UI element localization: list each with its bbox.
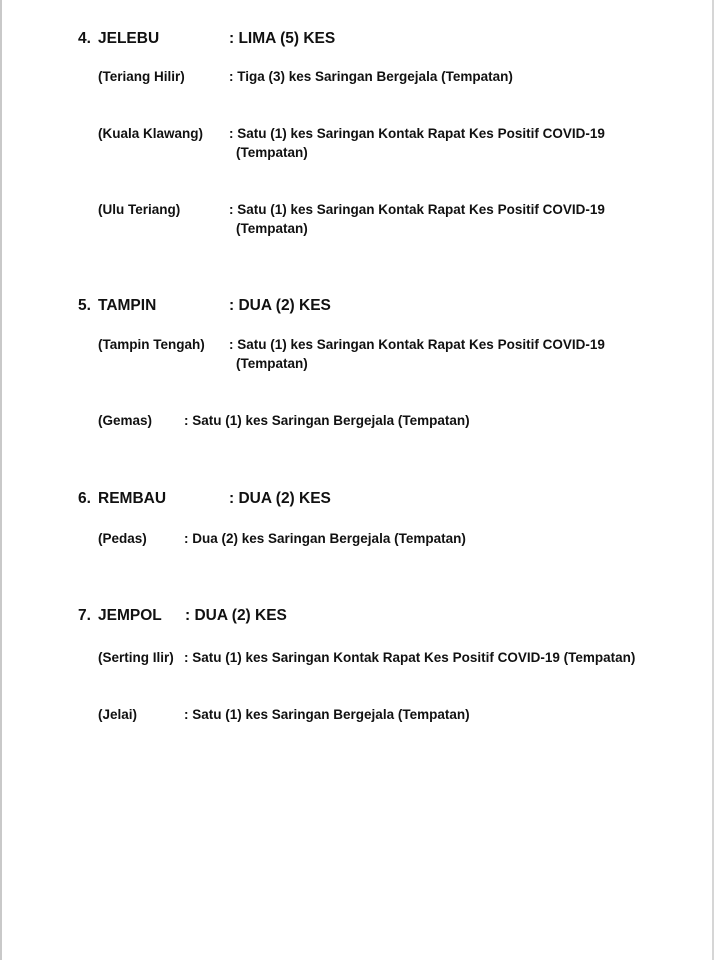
area-detail: : Tiga (3) kes Saringan Bergejala (Tempatan) <box>229 69 513 84</box>
area-detail-continued: (Tempatan) <box>236 145 308 160</box>
district-name: JELEBU <box>98 30 160 47</box>
area-detail-continued: (Tempatan) <box>236 356 308 371</box>
district-total: : DUA (2) KES <box>229 490 331 507</box>
area-name: (Jelai) <box>98 707 138 722</box>
section-number: 4. <box>78 30 91 47</box>
area-name: (Teriang Hilir) <box>98 69 185 84</box>
section-number: 6. <box>78 490 91 507</box>
area-detail: : Satu (1) kes Saringan Kontak Rapat Kes Positif COVID-19 <box>229 202 605 217</box>
area-detail: : Satu (1) kes Saringan Bergejala (Tempatan) <box>184 707 470 722</box>
district-total: : LIMA (5) KES <box>229 30 336 47</box>
district-name: TAMPIN <box>98 297 157 314</box>
section-number: 7. <box>78 607 91 624</box>
district-total: : DUA (2) KES <box>229 297 331 314</box>
area-detail: : Satu (1) kes Saringan Kontak Rapat Kes Positif COVID-19 (Tempatan) <box>184 650 636 665</box>
area-name: (Ulu Teriang) <box>98 202 181 217</box>
district-name: JEMPOL <box>98 607 162 624</box>
area-name: (Tampin Tengah) <box>98 337 205 352</box>
area-detail: : Satu (1) kes Saringan Kontak Rapat Kes Positif COVID-19 <box>229 126 605 141</box>
section-number: 5. <box>78 297 91 314</box>
area-name: (Pedas) <box>98 531 147 546</box>
district-name: REMBAU <box>98 490 167 507</box>
area-detail: : Satu (1) kes Saringan Kontak Rapat Kes Positif COVID-19 <box>229 337 605 352</box>
area-detail-continued: (Tempatan) <box>236 221 308 236</box>
district-total: : DUA (2) KES <box>185 607 287 624</box>
area-name: (Gemas) <box>98 413 153 428</box>
area-detail: : Dua (2) kes Saringan Bergejala (Tempatan) <box>184 531 466 546</box>
area-name: (Serting Ilir) <box>98 650 174 665</box>
area-detail: : Satu (1) kes Saringan Bergejala (Tempatan) <box>184 413 470 428</box>
area-name: (Kuala Klawang) <box>98 126 204 141</box>
